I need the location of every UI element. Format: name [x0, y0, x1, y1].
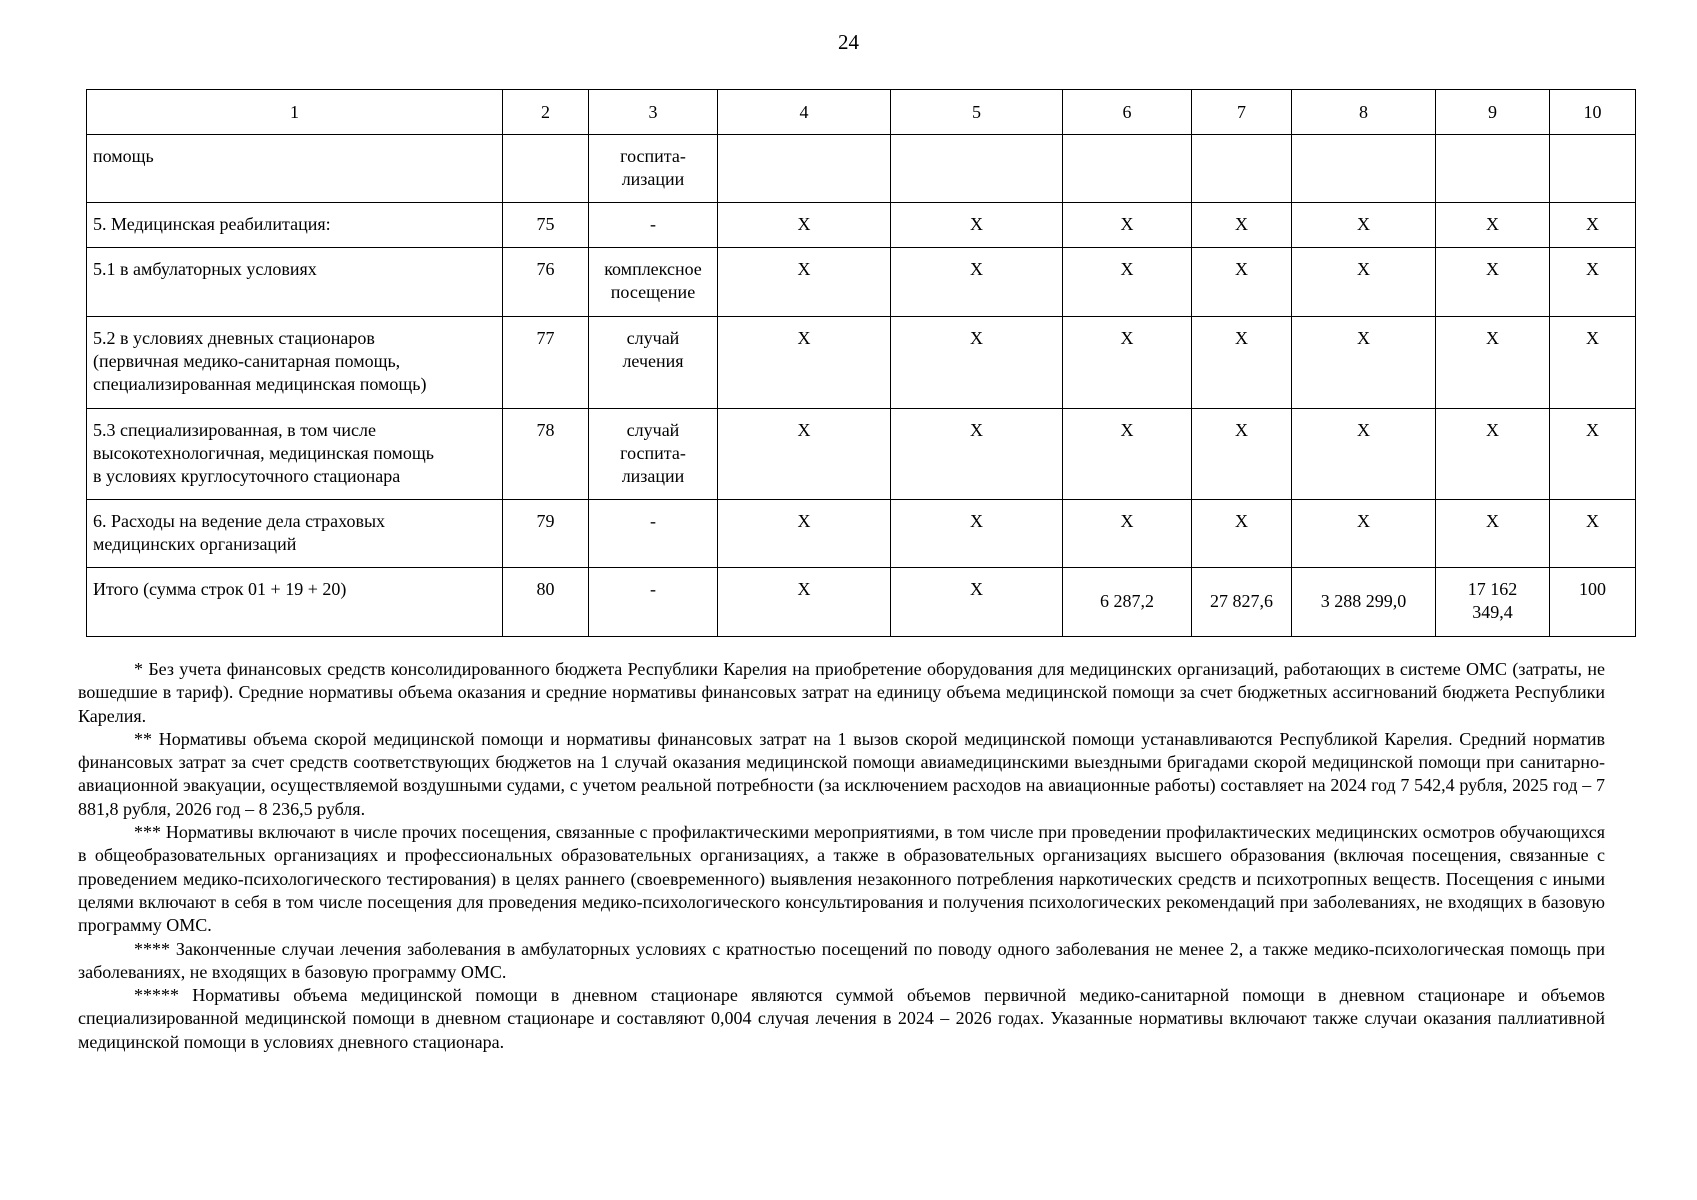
table-cell: Х: [891, 409, 1063, 500]
row-unit-cell: -: [589, 568, 718, 637]
table-cell: [891, 135, 1063, 203]
table-cell: Х: [1550, 500, 1636, 568]
table-cell: Х: [1192, 317, 1292, 409]
column-header: 4: [718, 90, 891, 135]
table-cell: Х: [1292, 317, 1436, 409]
table-cell: Х: [1063, 409, 1192, 500]
footnote: **** Законченные случаи лечения заболевания в амбулаторных условиях с кратностью посещений по поводу одного заболевания не менее 2, а также медико-психологическая помощь при заболеваниях, не входящих в базовую программу ОМС.: [78, 938, 1605, 982]
table-cell: Х: [1550, 317, 1636, 409]
table-cell: Х: [1550, 203, 1636, 248]
table-cell: Х: [718, 500, 891, 568]
column-header: 7: [1192, 90, 1292, 135]
row-code-cell: 80: [503, 568, 589, 637]
table-cell: Х: [1063, 248, 1192, 317]
row-unit-cell: комплексное посещение: [589, 248, 718, 317]
table-row: [87, 500, 1636, 568]
row-name-cell: помощь: [87, 135, 503, 203]
column-header: 1: [87, 90, 503, 135]
row-code-cell: [503, 135, 589, 203]
column-header: 10: [1550, 90, 1636, 135]
table-cell: Х: [718, 568, 891, 637]
table-row: [87, 248, 1636, 317]
row-code-cell: 78: [503, 409, 589, 500]
row-name-cell: 5.1 в амбулаторных условиях: [87, 248, 503, 317]
table-cell: [1063, 135, 1192, 203]
table-cell: [1192, 135, 1292, 203]
table-row: [87, 203, 1636, 248]
row-name-cell: Итого (сумма строк 01 + 19 + 20): [87, 568, 503, 637]
table-cell: 27 827,6: [1192, 568, 1292, 637]
table-cell: 6 287,2: [1063, 568, 1192, 637]
table-cell: Х: [1063, 317, 1192, 409]
row-code-cell: 75: [503, 203, 589, 248]
table-cell: Х: [1192, 500, 1292, 568]
footnote: ***** Нормативы объема медицинской помощи в дневном стационаре являются суммой объемов первичной медико-санитарной помощи в дневном стационаре и объемов специализированной медицинской помощи в дневном стационаре и составляют 0,004 случая лечения в 2024 – 2026 годах. Указанные нормативы включают также случаи оказания паллиативной медицинской помощи в условиях дневного стационара.: [78, 985, 1605, 1052]
row-unit-cell: случай госпита- лизации: [589, 409, 718, 500]
table-cell: Х: [1436, 203, 1550, 248]
table-row: [87, 409, 1636, 500]
table-cell: [1436, 135, 1550, 203]
row-name-cell: 6. Расходы на ведение дела страховых медицинских организаций: [87, 500, 503, 568]
table-cell: Х: [1192, 203, 1292, 248]
footnote: * Без учета финансовых средств консолидированного бюджета Республики Карелия на приобретение оборудования для медицинских организаций, работающих в системе ОМС (затраты, не вошедшие в тариф). Средние нормативы объема оказания и средние нормативы финансовых затрат на единицу объема медицинской помощи за счет бюджетных ассигнований бюджета Республики Карелия.: [78, 659, 1605, 726]
table-cell: Х: [1292, 203, 1436, 248]
table-cell: [718, 135, 891, 203]
table-cell: Х: [1063, 500, 1192, 568]
table-cell: Х: [718, 248, 891, 317]
row-code-cell: 76: [503, 248, 589, 317]
row-name-cell: 5.2 в условиях дневных стационаров (первичная медико-санитарная помощь, специализированная медицинская помощь): [87, 317, 503, 409]
page-number: 24: [838, 30, 859, 54]
table-row-total: [87, 568, 1636, 637]
table-header-row: [87, 90, 1636, 135]
row-code-cell: 77: [503, 317, 589, 409]
table-cell: Х: [718, 203, 891, 248]
table-cell: Х: [1292, 248, 1436, 317]
table-cell: Х: [1292, 409, 1436, 500]
table-cell: Х: [718, 317, 891, 409]
column-header: 6: [1063, 90, 1192, 135]
table-cell: Х: [1550, 409, 1636, 500]
row-unit-cell: -: [589, 203, 718, 248]
table-cell: [1292, 135, 1436, 203]
column-header: 3: [589, 90, 718, 135]
column-header: 9: [1436, 90, 1550, 135]
normatives-table: [86, 89, 1636, 637]
row-code-cell: 79: [503, 500, 589, 568]
table-cell: Х: [1292, 500, 1436, 568]
footnotes: [78, 658, 1605, 1054]
table-cell: Х: [891, 248, 1063, 317]
table-cell: Х: [1436, 500, 1550, 568]
table-cell: Х: [891, 203, 1063, 248]
table-cell: Х: [1192, 409, 1292, 500]
column-header: 2: [503, 90, 589, 135]
row-name-cell: 5.3 специализированная, в том числе высокотехнологичная, медицинская помощь в условиях круглосуточного стационара: [87, 409, 503, 500]
table-cell: 17 162 349,4: [1436, 568, 1550, 637]
table-cell: Х: [1192, 248, 1292, 317]
table-cell: Х: [1436, 317, 1550, 409]
table-cell: 100: [1550, 568, 1636, 637]
row-unit-cell: госпита- лизации: [589, 135, 718, 203]
row-unit-cell: -: [589, 500, 718, 568]
column-header: 8: [1292, 90, 1436, 135]
table-row: [87, 135, 1636, 203]
footnote: *** Нормативы включают в числе прочих посещения, связанные с профилактическими мероприятиями, в том числе при проведении профилактических медицинских осмотров обучающихся в общеобразовательных организациях и профессиональных образовательных организациях, а также в образовательных организациях высшего образования (включая посещения, связанные с проведением медико-психологического тестирования) в целях раннего (своевременного) выявления незаконного потребления наркотических средств и психотропных веществ. Посещения с иными целями включают в себя в том числе посещения для проведения медико-психологического консультирования и получения психологических рекомендаций при заболеваниях, не входящих в базовую программу ОМС.: [78, 822, 1605, 936]
row-unit-cell: случай лечения: [589, 317, 718, 409]
table-cell: Х: [1550, 248, 1636, 317]
table-cell: Х: [718, 409, 891, 500]
table-cell: [1550, 135, 1636, 203]
table-cell: Х: [1436, 409, 1550, 500]
table-cell: Х: [891, 500, 1063, 568]
table-cell: Х: [1063, 203, 1192, 248]
table-cell: 3 288 299,0: [1292, 568, 1436, 637]
row-name-cell: 5. Медицинская реабилитация:: [87, 203, 503, 248]
footnote: ** Нормативы объема скорой медицинской помощи и нормативы финансовых затрат на 1 вызов скорой медицинской помощи устанавливаются Республикой Карелия. Средний норматив финансовых затрат за счет средств соответствующих бюджетов на 1 случай оказания медицинской помощи авиамедицинскими выездными бригадами скорой медицинской помощи при санитарно-авиационной эвакуации, осуществляемой воздушными судами, с учетом реальной потребности (за исключением расходов на авиационные работы) составляет на 2024 год 7 542,4 рубля, 2025 год – 7 881,8 рубля, 2026 год – 8 236,5 рубля.: [78, 728, 1605, 819]
table-cell: Х: [1436, 248, 1550, 317]
table-cell: Х: [891, 317, 1063, 409]
column-header: 5: [891, 90, 1063, 135]
table-row: [87, 317, 1636, 409]
table-cell: Х: [891, 568, 1063, 637]
